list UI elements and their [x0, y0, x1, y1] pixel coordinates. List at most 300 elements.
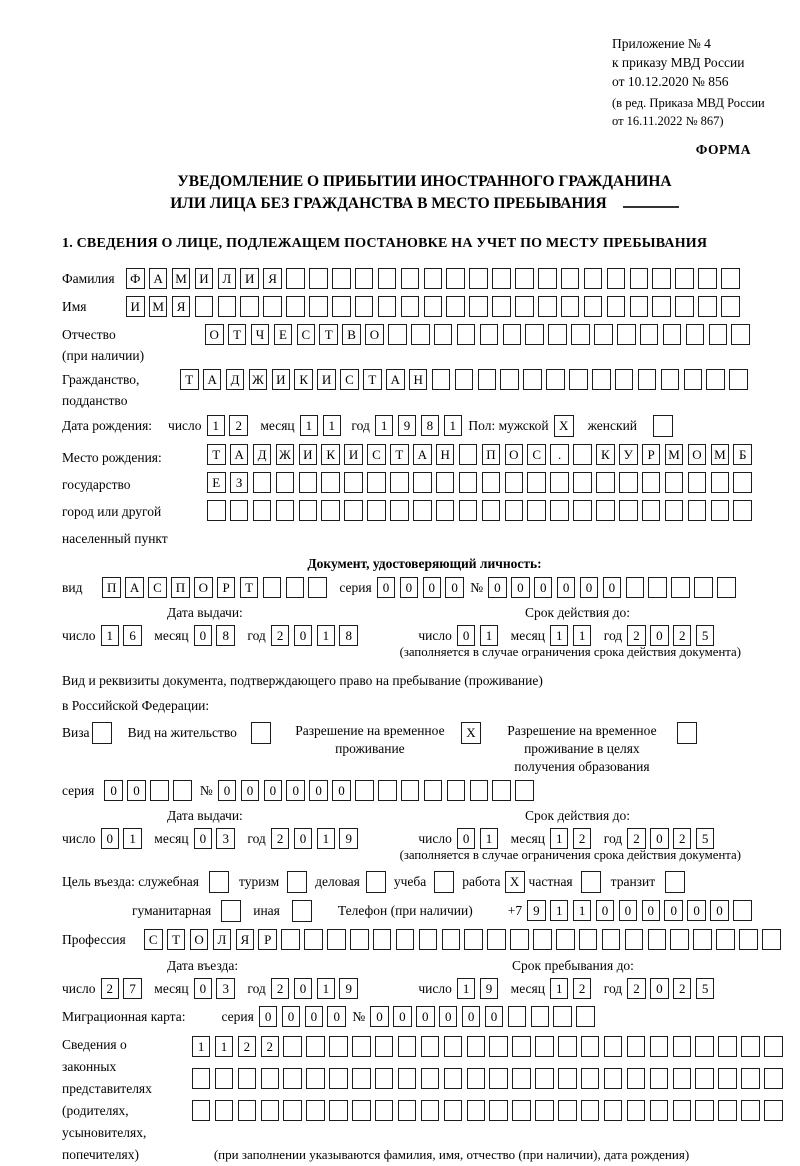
- char-cell[interactable]: [375, 1100, 394, 1121]
- char-cell[interactable]: [487, 929, 506, 950]
- char-cell[interactable]: [283, 1036, 302, 1057]
- char-cell[interactable]: [332, 268, 351, 289]
- char-cell[interactable]: [535, 1068, 554, 1089]
- checkbox-female[interactable]: [653, 415, 673, 437]
- char-cell[interactable]: 1: [457, 978, 476, 999]
- char-cell[interactable]: Ж: [276, 444, 295, 465]
- char-cell[interactable]: [459, 444, 478, 465]
- char-cell[interactable]: [650, 1036, 669, 1057]
- char-cell[interactable]: [398, 1068, 417, 1089]
- char-cell[interactable]: [355, 268, 374, 289]
- char-cell[interactable]: [482, 472, 501, 493]
- char-cell[interactable]: И: [240, 268, 259, 289]
- char-cell[interactable]: [218, 296, 237, 317]
- char-cell[interactable]: 0: [619, 900, 638, 921]
- char-cell[interactable]: [505, 472, 524, 493]
- char-cell[interactable]: [571, 324, 590, 345]
- char-cell[interactable]: [401, 296, 420, 317]
- char-cell[interactable]: 0: [309, 780, 328, 801]
- char-cell[interactable]: [419, 929, 438, 950]
- char-cell[interactable]: [733, 900, 752, 921]
- char-cell[interactable]: 2: [271, 828, 290, 849]
- char-cell[interactable]: [550, 472, 569, 493]
- char-cell[interactable]: 1: [550, 900, 569, 921]
- char-cell[interactable]: [527, 472, 546, 493]
- char-cell[interactable]: 3: [216, 978, 235, 999]
- char-cell[interactable]: [648, 577, 667, 598]
- char-cell[interactable]: 9: [480, 978, 499, 999]
- char-cell[interactable]: 2: [627, 828, 646, 849]
- char-cell[interactable]: 0: [511, 577, 530, 598]
- char-cell[interactable]: [673, 1068, 692, 1089]
- char-cell[interactable]: 1: [550, 625, 569, 646]
- checkbox-male[interactable]: X: [554, 415, 574, 437]
- char-cell[interactable]: [321, 500, 340, 521]
- char-cell[interactable]: 1: [480, 625, 499, 646]
- char-cell[interactable]: [489, 1036, 508, 1057]
- char-cell[interactable]: [535, 1100, 554, 1121]
- char-cell[interactable]: [464, 929, 483, 950]
- char-cell[interactable]: [329, 1036, 348, 1057]
- char-cell[interactable]: [398, 1100, 417, 1121]
- char-cell[interactable]: [558, 1100, 577, 1121]
- char-cell[interactable]: [671, 577, 690, 598]
- char-cell[interactable]: Р: [217, 577, 236, 598]
- char-cell[interactable]: 0: [294, 625, 313, 646]
- char-cell[interactable]: [731, 324, 750, 345]
- char-cell[interactable]: [550, 500, 569, 521]
- char-cell[interactable]: [630, 268, 649, 289]
- char-cell[interactable]: [238, 1100, 257, 1121]
- char-cell[interactable]: 0: [194, 625, 213, 646]
- char-cell[interactable]: 1: [317, 978, 336, 999]
- char-cell[interactable]: [238, 1068, 257, 1089]
- char-cell[interactable]: [253, 472, 272, 493]
- char-cell[interactable]: [718, 1100, 737, 1121]
- char-cell[interactable]: 1: [573, 625, 592, 646]
- char-cell[interactable]: 0: [400, 577, 419, 598]
- char-cell[interactable]: [741, 1068, 760, 1089]
- char-cell[interactable]: 0: [104, 780, 123, 801]
- char-cell[interactable]: [675, 268, 694, 289]
- char-cell[interactable]: [424, 268, 443, 289]
- char-cell[interactable]: А: [230, 444, 249, 465]
- char-cell[interactable]: 0: [127, 780, 146, 801]
- char-cell[interactable]: [413, 472, 432, 493]
- char-cell[interactable]: О: [205, 324, 224, 345]
- char-cell[interactable]: 2: [673, 978, 692, 999]
- char-cell[interactable]: [581, 1068, 600, 1089]
- char-cell[interactable]: [299, 472, 318, 493]
- char-cell[interactable]: 0: [332, 780, 351, 801]
- char-cell[interactable]: [665, 500, 684, 521]
- char-cell[interactable]: Е: [274, 324, 293, 345]
- checkbox-business[interactable]: [366, 871, 386, 893]
- char-cell[interactable]: [648, 929, 667, 950]
- char-cell[interactable]: [378, 780, 397, 801]
- char-cell[interactable]: [538, 268, 557, 289]
- char-cell[interactable]: [642, 472, 661, 493]
- char-cell[interactable]: Т: [390, 444, 409, 465]
- char-cell[interactable]: [281, 929, 300, 950]
- char-cell[interactable]: [355, 780, 374, 801]
- char-cell[interactable]: [492, 296, 511, 317]
- char-cell[interactable]: [576, 1006, 595, 1027]
- char-cell[interactable]: М: [149, 296, 168, 317]
- char-cell[interactable]: [470, 780, 489, 801]
- char-cell[interactable]: 9: [527, 900, 546, 921]
- char-cell[interactable]: [263, 577, 282, 598]
- char-cell[interactable]: [173, 780, 192, 801]
- char-cell[interactable]: [352, 1100, 371, 1121]
- char-cell[interactable]: 0: [457, 625, 476, 646]
- char-cell[interactable]: Т: [240, 577, 259, 598]
- char-cell[interactable]: [694, 577, 713, 598]
- char-cell[interactable]: 2: [573, 978, 592, 999]
- char-cell[interactable]: [604, 1100, 623, 1121]
- char-cell[interactable]: [436, 472, 455, 493]
- char-cell[interactable]: [626, 577, 645, 598]
- char-cell[interactable]: [508, 1006, 527, 1027]
- char-cell[interactable]: [489, 1068, 508, 1089]
- char-cell[interactable]: А: [125, 577, 144, 598]
- char-cell[interactable]: [693, 929, 712, 950]
- char-cell[interactable]: [512, 1068, 531, 1089]
- char-cell[interactable]: 0: [218, 780, 237, 801]
- char-cell[interactable]: [698, 268, 717, 289]
- char-cell[interactable]: Т: [228, 324, 247, 345]
- char-cell[interactable]: Я: [263, 268, 282, 289]
- char-cell[interactable]: М: [665, 444, 684, 465]
- char-cell[interactable]: [390, 472, 409, 493]
- char-cell[interactable]: 0: [557, 577, 576, 598]
- char-cell[interactable]: 9: [339, 978, 358, 999]
- char-cell[interactable]: [515, 268, 534, 289]
- char-cell[interactable]: [286, 268, 305, 289]
- char-cell[interactable]: И: [317, 369, 336, 390]
- checkbox-tourism[interactable]: [287, 871, 307, 893]
- char-cell[interactable]: 0: [194, 828, 213, 849]
- char-cell[interactable]: [573, 500, 592, 521]
- char-cell[interactable]: [596, 472, 615, 493]
- char-cell[interactable]: [531, 1006, 550, 1027]
- char-cell[interactable]: [739, 929, 758, 950]
- char-cell[interactable]: 0: [439, 1006, 458, 1027]
- char-cell[interactable]: [480, 324, 499, 345]
- char-cell[interactable]: [741, 1036, 760, 1057]
- char-cell[interactable]: [762, 929, 781, 950]
- char-cell[interactable]: Т: [167, 929, 186, 950]
- char-cell[interactable]: [283, 1068, 302, 1089]
- char-cell[interactable]: Д: [226, 369, 245, 390]
- char-cell[interactable]: 2: [673, 828, 692, 849]
- char-cell[interactable]: [650, 1068, 669, 1089]
- char-cell[interactable]: [661, 369, 680, 390]
- char-cell[interactable]: С: [144, 929, 163, 950]
- char-cell[interactable]: С: [148, 577, 167, 598]
- char-cell[interactable]: 0: [603, 577, 622, 598]
- char-cell[interactable]: [276, 472, 295, 493]
- char-cell[interactable]: Я: [172, 296, 191, 317]
- char-cell[interactable]: 1: [550, 978, 569, 999]
- char-cell[interactable]: [650, 1100, 669, 1121]
- char-cell[interactable]: 0: [445, 577, 464, 598]
- char-cell[interactable]: Ф: [126, 268, 145, 289]
- char-cell[interactable]: [523, 369, 542, 390]
- char-cell[interactable]: С: [367, 444, 386, 465]
- char-cell[interactable]: [413, 500, 432, 521]
- char-cell[interactable]: О: [688, 444, 707, 465]
- char-cell[interactable]: [396, 929, 415, 950]
- char-cell[interactable]: 0: [710, 900, 729, 921]
- checkbox-temp-residence-edu[interactable]: [677, 722, 697, 744]
- char-cell[interactable]: 0: [416, 1006, 435, 1027]
- char-cell[interactable]: [321, 472, 340, 493]
- char-cell[interactable]: 3: [216, 828, 235, 849]
- char-cell[interactable]: [207, 500, 226, 521]
- char-cell[interactable]: [432, 369, 451, 390]
- char-cell[interactable]: А: [413, 444, 432, 465]
- char-cell[interactable]: [436, 500, 455, 521]
- char-cell[interactable]: 2: [627, 625, 646, 646]
- char-cell[interactable]: [352, 1036, 371, 1057]
- char-cell[interactable]: [527, 500, 546, 521]
- char-cell[interactable]: О: [194, 577, 213, 598]
- char-cell[interactable]: [584, 268, 603, 289]
- char-cell[interactable]: 0: [241, 780, 260, 801]
- char-cell[interactable]: [447, 780, 466, 801]
- char-cell[interactable]: [663, 324, 682, 345]
- char-cell[interactable]: [329, 1100, 348, 1121]
- char-cell[interactable]: [459, 500, 478, 521]
- char-cell[interactable]: Л: [218, 268, 237, 289]
- char-cell[interactable]: [467, 1036, 486, 1057]
- char-cell[interactable]: [390, 500, 409, 521]
- char-cell[interactable]: 0: [462, 1006, 481, 1027]
- char-cell[interactable]: [711, 472, 730, 493]
- char-cell[interactable]: Р: [258, 929, 277, 950]
- char-cell[interactable]: 0: [377, 577, 396, 598]
- checkbox-humanitarian[interactable]: [221, 900, 241, 922]
- checkbox-study[interactable]: [434, 871, 454, 893]
- char-cell[interactable]: [489, 1100, 508, 1121]
- char-cell[interactable]: [592, 369, 611, 390]
- char-cell[interactable]: [579, 929, 598, 950]
- char-cell[interactable]: 1: [300, 415, 319, 436]
- char-cell[interactable]: 1: [375, 415, 394, 436]
- char-cell[interactable]: [512, 1100, 531, 1121]
- char-cell[interactable]: Н: [436, 444, 455, 465]
- char-cell[interactable]: [711, 500, 730, 521]
- char-cell[interactable]: [253, 500, 272, 521]
- char-cell[interactable]: 2: [261, 1036, 280, 1057]
- char-cell[interactable]: [709, 324, 728, 345]
- char-cell[interactable]: [230, 500, 249, 521]
- char-cell[interactable]: [627, 1100, 646, 1121]
- char-cell[interactable]: [388, 324, 407, 345]
- char-cell[interactable]: 0: [642, 900, 661, 921]
- char-cell[interactable]: [505, 500, 524, 521]
- char-cell[interactable]: [764, 1068, 783, 1089]
- char-cell[interactable]: 1: [573, 900, 592, 921]
- char-cell[interactable]: Б: [733, 444, 752, 465]
- char-cell[interactable]: [764, 1036, 783, 1057]
- char-cell[interactable]: [515, 296, 534, 317]
- char-cell[interactable]: [195, 296, 214, 317]
- char-cell[interactable]: [718, 1068, 737, 1089]
- char-cell[interactable]: 1: [444, 415, 463, 436]
- char-cell[interactable]: [670, 929, 689, 950]
- char-cell[interactable]: Ч: [251, 324, 270, 345]
- char-cell[interactable]: 0: [259, 1006, 278, 1027]
- char-cell[interactable]: 2: [229, 415, 248, 436]
- char-cell[interactable]: 0: [286, 780, 305, 801]
- char-cell[interactable]: [684, 369, 703, 390]
- char-cell[interactable]: 1: [323, 415, 342, 436]
- char-cell[interactable]: 9: [339, 828, 358, 849]
- char-cell[interactable]: О: [505, 444, 524, 465]
- char-cell[interactable]: 1: [101, 625, 120, 646]
- char-cell[interactable]: И: [195, 268, 214, 289]
- char-cell[interactable]: [350, 929, 369, 950]
- char-cell[interactable]: [411, 324, 430, 345]
- char-cell[interactable]: 0: [485, 1006, 504, 1027]
- char-cell[interactable]: [367, 472, 386, 493]
- char-cell[interactable]: [424, 780, 443, 801]
- char-cell[interactable]: [467, 1100, 486, 1121]
- char-cell[interactable]: [457, 324, 476, 345]
- char-cell[interactable]: 5: [696, 828, 715, 849]
- char-cell[interactable]: С: [340, 369, 359, 390]
- char-cell[interactable]: П: [171, 577, 190, 598]
- char-cell[interactable]: [444, 1100, 463, 1121]
- char-cell[interactable]: С: [527, 444, 546, 465]
- char-cell[interactable]: 2: [271, 978, 290, 999]
- char-cell[interactable]: [733, 472, 752, 493]
- char-cell[interactable]: [619, 472, 638, 493]
- char-cell[interactable]: Т: [319, 324, 338, 345]
- char-cell[interactable]: 2: [238, 1036, 257, 1057]
- char-cell[interactable]: [306, 1068, 325, 1089]
- char-cell[interactable]: 0: [580, 577, 599, 598]
- char-cell[interactable]: 8: [421, 415, 440, 436]
- char-cell[interactable]: 2: [101, 978, 120, 999]
- char-cell[interactable]: 0: [687, 900, 706, 921]
- char-cell[interactable]: А: [203, 369, 222, 390]
- char-cell[interactable]: И: [344, 444, 363, 465]
- char-cell[interactable]: 2: [573, 828, 592, 849]
- char-cell[interactable]: [607, 296, 626, 317]
- char-cell[interactable]: [717, 577, 736, 598]
- char-cell[interactable]: [561, 268, 580, 289]
- char-cell[interactable]: [329, 1068, 348, 1089]
- char-cell[interactable]: [309, 268, 328, 289]
- char-cell[interactable]: 1: [317, 828, 336, 849]
- char-cell[interactable]: [675, 296, 694, 317]
- char-cell[interactable]: [602, 929, 621, 950]
- char-cell[interactable]: [500, 369, 519, 390]
- char-cell[interactable]: [604, 1036, 623, 1057]
- char-cell[interactable]: К: [321, 444, 340, 465]
- char-cell[interactable]: 0: [664, 900, 683, 921]
- char-cell[interactable]: Н: [409, 369, 428, 390]
- char-cell[interactable]: [718, 1036, 737, 1057]
- char-cell[interactable]: И: [299, 444, 318, 465]
- checkbox-other[interactable]: [292, 900, 312, 922]
- char-cell[interactable]: [276, 500, 295, 521]
- char-cell[interactable]: [573, 472, 592, 493]
- char-cell[interactable]: З: [230, 472, 249, 493]
- char-cell[interactable]: [446, 268, 465, 289]
- char-cell[interactable]: [309, 296, 328, 317]
- char-cell[interactable]: [444, 1036, 463, 1057]
- char-cell[interactable]: 1: [192, 1036, 211, 1057]
- char-cell[interactable]: [546, 369, 565, 390]
- checkbox-official[interactable]: [209, 871, 229, 893]
- char-cell[interactable]: [553, 1006, 572, 1027]
- char-cell[interactable]: [556, 929, 575, 950]
- char-cell[interactable]: [373, 929, 392, 950]
- char-cell[interactable]: [764, 1100, 783, 1121]
- char-cell[interactable]: [573, 444, 592, 465]
- char-cell[interactable]: 8: [216, 625, 235, 646]
- char-cell[interactable]: [344, 500, 363, 521]
- char-cell[interactable]: [569, 369, 588, 390]
- char-cell[interactable]: [673, 1036, 692, 1057]
- char-cell[interactable]: [721, 296, 740, 317]
- char-cell[interactable]: 7: [123, 978, 142, 999]
- char-cell[interactable]: [604, 1068, 623, 1089]
- char-cell[interactable]: К: [294, 369, 313, 390]
- char-cell[interactable]: Р: [642, 444, 661, 465]
- char-cell[interactable]: Т: [180, 369, 199, 390]
- char-cell[interactable]: [263, 296, 282, 317]
- char-cell[interactable]: 0: [650, 978, 669, 999]
- char-cell[interactable]: [492, 780, 511, 801]
- char-cell[interactable]: [596, 500, 615, 521]
- char-cell[interactable]: М: [172, 268, 191, 289]
- checkbox-residence-permit[interactable]: [251, 722, 271, 744]
- char-cell[interactable]: [367, 500, 386, 521]
- char-cell[interactable]: [619, 500, 638, 521]
- char-cell[interactable]: [706, 369, 725, 390]
- char-cell[interactable]: [617, 324, 636, 345]
- char-cell[interactable]: А: [149, 268, 168, 289]
- char-cell[interactable]: 0: [370, 1006, 389, 1027]
- char-cell[interactable]: [630, 296, 649, 317]
- char-cell[interactable]: [503, 324, 522, 345]
- char-cell[interactable]: 2: [271, 625, 290, 646]
- char-cell[interactable]: 1: [550, 828, 569, 849]
- char-cell[interactable]: 1: [123, 828, 142, 849]
- checkbox-private[interactable]: [581, 871, 601, 893]
- char-cell[interactable]: [150, 780, 169, 801]
- char-cell[interactable]: [455, 369, 474, 390]
- char-cell[interactable]: 2: [673, 625, 692, 646]
- char-cell[interactable]: [538, 296, 557, 317]
- char-cell[interactable]: 5: [696, 625, 715, 646]
- char-cell[interactable]: [434, 324, 453, 345]
- char-cell[interactable]: 0: [294, 978, 313, 999]
- char-cell[interactable]: [698, 296, 717, 317]
- char-cell[interactable]: [261, 1068, 280, 1089]
- char-cell[interactable]: [398, 1036, 417, 1057]
- checkbox-temp-residence[interactable]: X: [461, 722, 481, 744]
- char-cell[interactable]: [192, 1100, 211, 1121]
- char-cell[interactable]: [688, 500, 707, 521]
- char-cell[interactable]: [729, 369, 748, 390]
- char-cell[interactable]: А: [386, 369, 405, 390]
